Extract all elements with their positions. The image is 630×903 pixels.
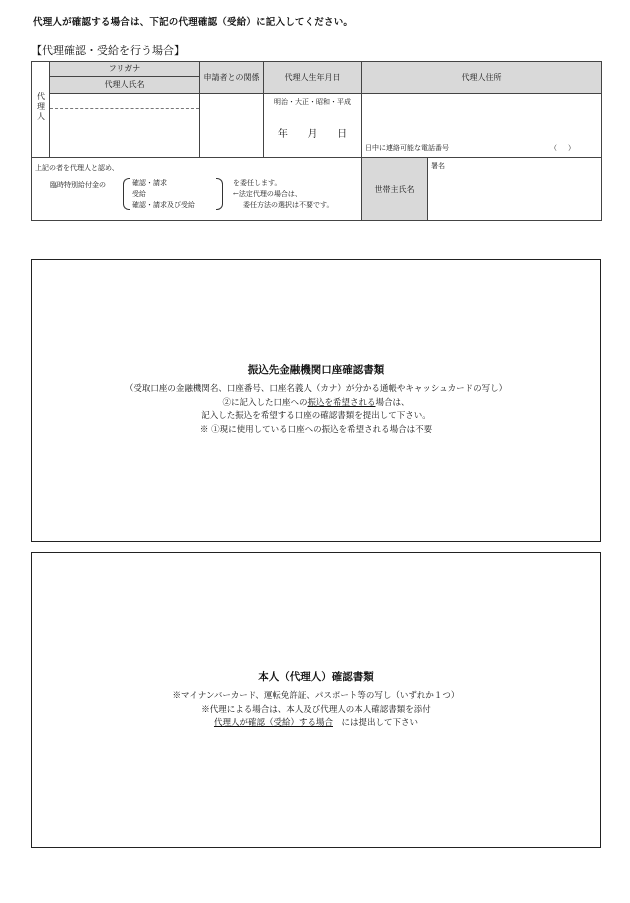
phone-paren-close: ） <box>568 144 575 152</box>
proxy-side-label: 代理人 <box>32 62 50 158</box>
section-title: 【代理確認・受給を行う場合】 <box>31 44 185 57</box>
year-label: 年 <box>277 129 288 140</box>
address-input-cell[interactable] <box>362 94 602 158</box>
day-label: 日 <box>337 129 348 140</box>
relation-header: 申請者との関係 <box>200 62 264 94</box>
signature-label: 署名 <box>431 162 445 170</box>
id-box-line-2: ※代理による場合は、本人及び代理人の本人確認書類を添付 <box>201 704 431 715</box>
delegation-intro: 上記の者を代理人と認め、 <box>35 164 119 172</box>
id-document-box <box>31 552 601 848</box>
legal-proxy-note: ←法定代理の場合は、 <box>233 190 302 198</box>
birthdate-cell[interactable] <box>264 94 362 158</box>
legal-proxy-note-2: 委任方法の選択は不要です。 <box>243 201 334 209</box>
name-input-cell[interactable] <box>50 94 200 158</box>
bank-box-line-3: 記入した振込を希望する口座の確認書類を提出して下さい。 <box>201 411 431 421</box>
intro-instruction: 代理人が確認する場合は、下記の代理確認（受給）に記入してください。 <box>33 17 354 28</box>
id-box-line-3: 代理人が確認（受給）する場合 には提出して下さい <box>213 718 419 728</box>
month-label: 月 <box>307 129 318 140</box>
bank-box-line-4: ※ ①現に使用している口座への振込を希望される場合は不要 <box>199 424 433 435</box>
signature-cell[interactable] <box>428 158 602 221</box>
delegation-suffix: を委任します。 <box>233 179 282 187</box>
option-receive[interactable]: 受給 <box>132 190 146 198</box>
name-header: 代理人氏名 <box>50 77 200 94</box>
delegation-cell <box>32 158 362 221</box>
bank-document-box <box>31 259 601 542</box>
id-box-line-1: ※マイナンバーカード、運転免許証、パスポート等の写し（いずれか１つ） <box>172 691 460 701</box>
phone-label: 日中に連絡可能な電話番号 <box>365 144 449 152</box>
birthdate-header: 代理人生年月日 <box>264 62 362 94</box>
bank-box-title: 振込先金融機関口座確認書類 <box>247 364 385 376</box>
bank-box-line-2: ②に記入した口座への振込を希望される場合は、 <box>222 397 410 408</box>
phone-paren-open: （ <box>550 144 557 152</box>
option-confirm-request[interactable]: 確認・請求 <box>132 179 167 187</box>
proxy-table <box>31 61 602 221</box>
bank-box-line-1: （受取口座の金融機関名、口座番号、口座名義人（カナ）が分かる通帳やキャッシュカードの写し） <box>124 384 508 394</box>
householder-header: 世帯主氏名 <box>362 158 428 221</box>
relation-input-cell[interactable] <box>200 94 264 158</box>
furigana-header: フリガナ <box>50 62 200 77</box>
option-confirm-request-receive[interactable]: 確認・請求及び受給 <box>132 201 195 209</box>
delegation-prefix: 臨時特別給付金の <box>50 181 106 189</box>
era-options: 明治・大正・昭和・平成 <box>274 98 351 106</box>
address-header: 代理人住所 <box>362 62 602 94</box>
id-box-title: 本人（代理人）確認書類 <box>258 671 374 683</box>
